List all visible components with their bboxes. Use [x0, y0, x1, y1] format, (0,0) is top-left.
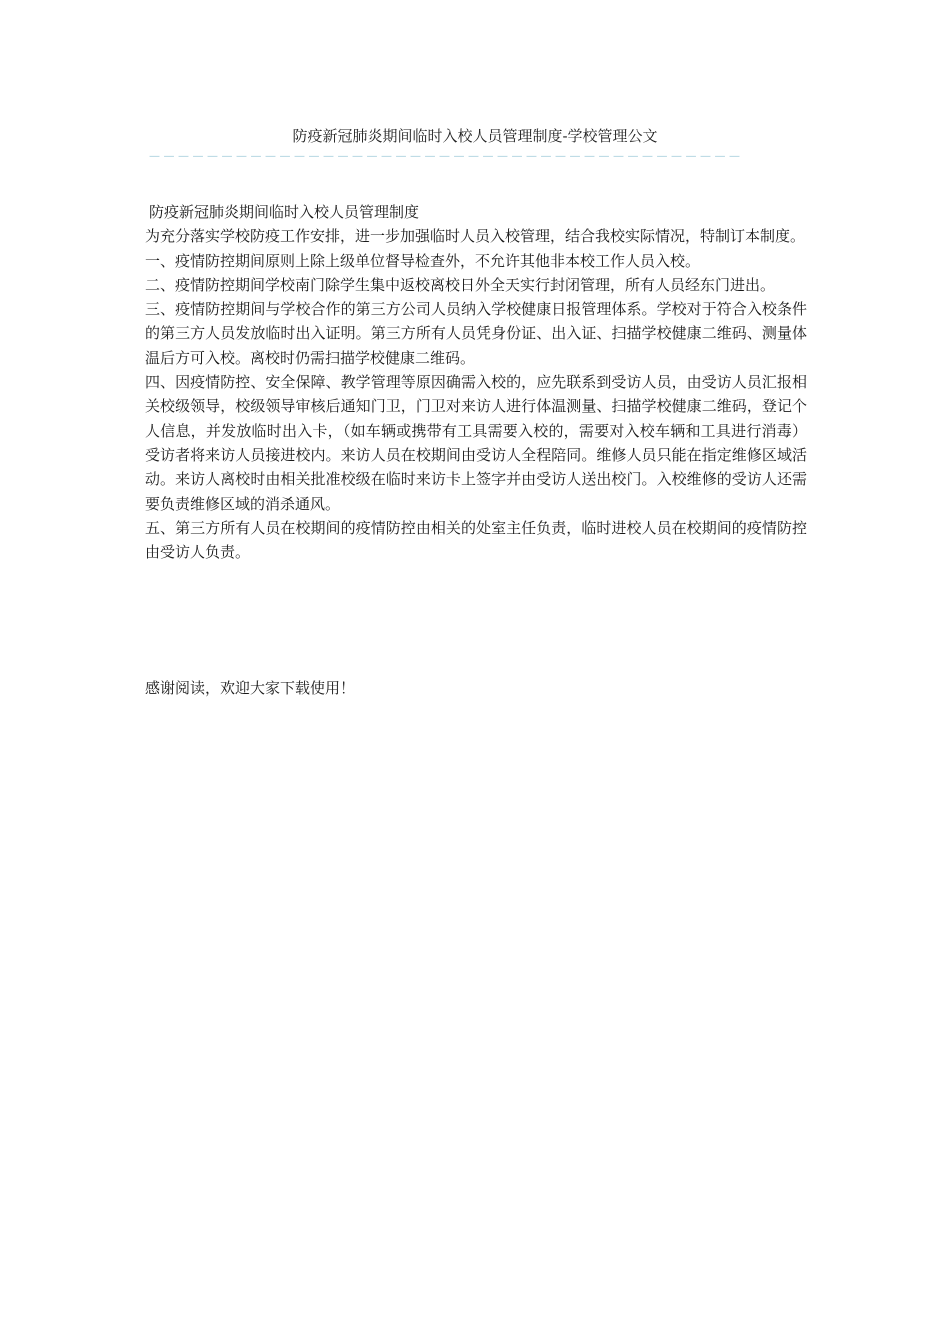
rule-paragraph-1: 一、疫情防控期间原则上除上级单位督导检查外，不允许其他非本校工作人员入校。 [145, 251, 701, 270]
rule-paragraph-4: 四、因疫情防控、安全保障、教学管理等原因确需入校的，应先联系到受访人员，由受访人员汇报相关校级领导，校级领导审核后通知门卫，门卫对来访人进行体温测量、扫描学校健康二维码，登记个人信息，并发放临时出入卡，（如车辆或携带有工具需要入校的，需要对入校车辆和工具进行消毒）受访者将来访人员接进校内。来访人员在校期间由受访人全程陪同。维修人员只能在指定维修区域活动。来访人离校时由相关批准校级在临时来访卡上签字并由受访人送出校门。入校维修的受访人还需要负责维修区域的消杀通风。 [145, 373, 807, 513]
document-heading: 防疫新冠肺炎期间临时入校人员管理制度 [149, 203, 420, 221]
closing-note: 感谢阅读，欢迎大家下载使用！ [145, 679, 356, 697]
document-title: 防疫新冠肺炎期间临时入校人员管理制度-学校管理公文 [292, 127, 658, 145]
rule-paragraph-2: 二、疫情防控期间学校南门除学生集中返校离校日外全天实行封闭管理，所有人员经东门进出。 [145, 275, 776, 294]
title-divider: －－－－－－－－－－－－－－－－－－－－－－－－－－－－－－－－－－－－－－－－－ [148, 150, 743, 165]
document-body [145, 200, 807, 564]
rule-paragraph-5: 五、第三方所有人员在校期间的疫情防控由相关的处室主任负责，临时进校人员在校期间的疫情防控由受访人负责。 [145, 518, 807, 562]
intro-paragraph: 为充分落实学校防疫工作安排，进一步加强临时人员入校管理，结合我校实际情况，特制订本制度。 [145, 227, 806, 246]
rule-paragraph-3: 三、疫情防控期间与学校合作的第三方公司人员纳入学校健康日报管理体系。学校对于符合入校条件的第三方人员发放临时出入证明。第三方所有人员凭身份证、出入证、扫描学校健康二维码、测量体温后方可入校。离校时仍需扫描学校健康二维码。 [145, 300, 807, 367]
